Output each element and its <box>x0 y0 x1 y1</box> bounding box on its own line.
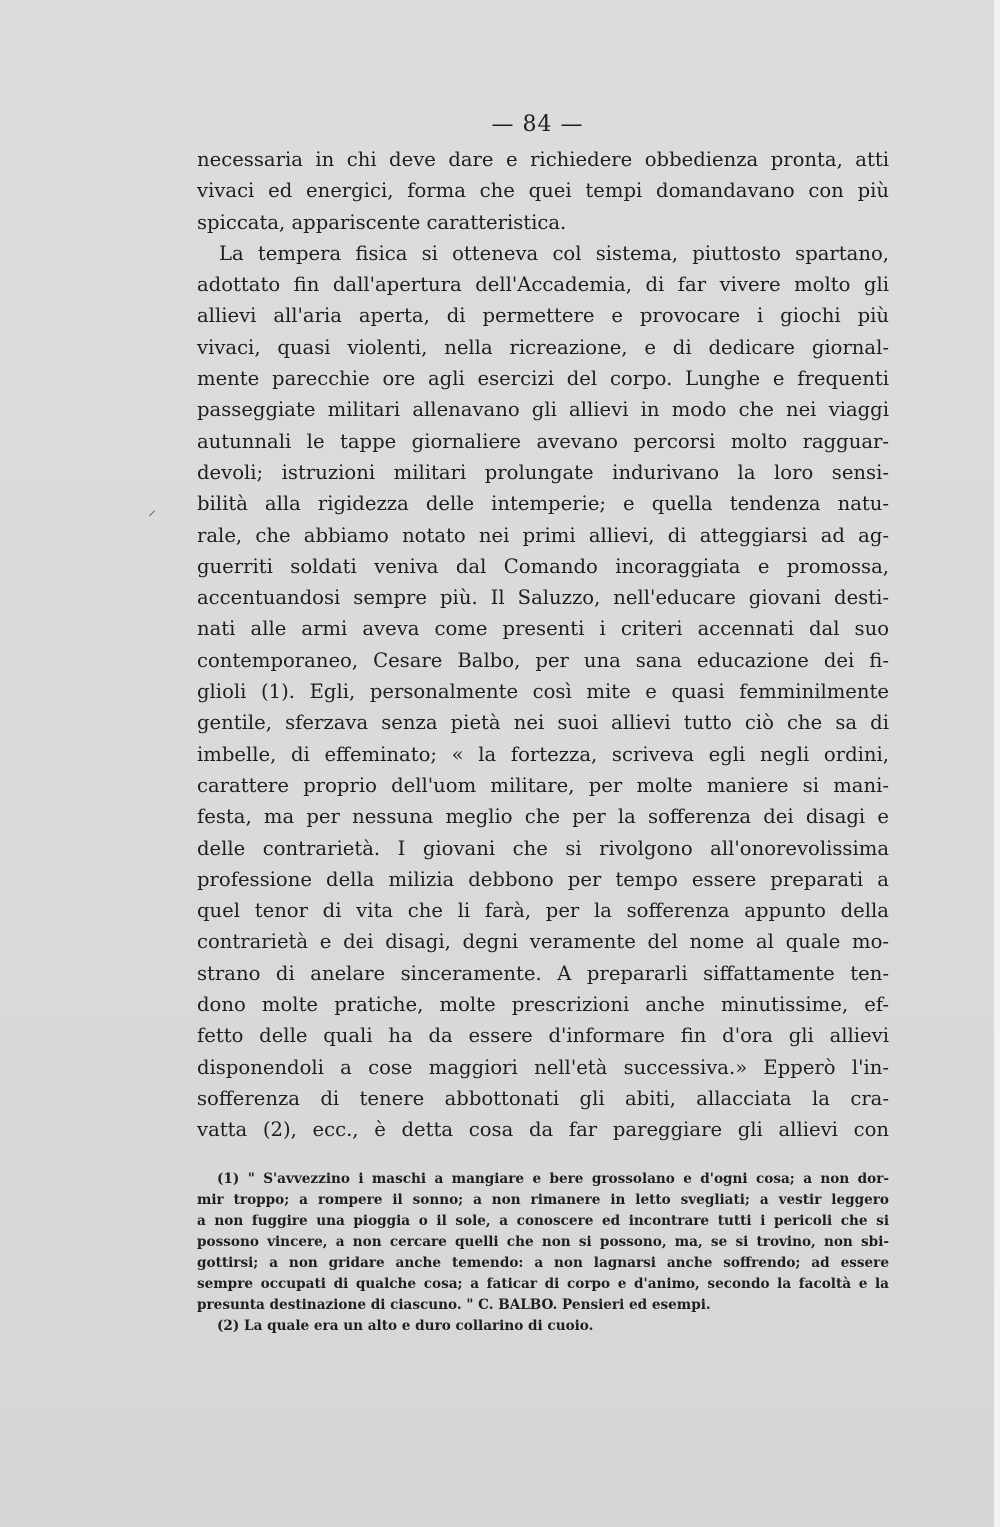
footnote-line: sempre occupati di qualche cosa; a faticar di corpo e d'animo, secondo la facoltà e la <box>197 1276 889 1292</box>
body-line: rale, che abbiamo notato nei primi allievi, di atteggiarsi ad ag- <box>197 523 889 547</box>
body-line: imbelle, di effeminato; « la fortezza, scriveva egli negli ordini, <box>197 742 889 766</box>
footnote-line: mir troppo; a rompere il sonno; a non rimanere in letto svegliati; a vestir leggero <box>197 1192 889 1208</box>
body-line: vatta (2), ecc., è detta cosa da far pareggiare gli allievi con <box>197 1118 889 1142</box>
footnote-line: (2) La quale era un alto e duro collarino di cuoio. <box>217 1318 594 1334</box>
footnote-line: gottirsi; a non gridare anche temendo: a non lagnarsi anche soffrendo; ad essere <box>197 1255 889 1271</box>
body-line: contemporaneo, Cesare Balbo, per una sana educazione dei fi- <box>197 648 889 672</box>
body-line: delle contrarietà. I giovani che si rivolgono all'onorevolissima <box>197 836 889 860</box>
body-line: accentuandosi sempre più. Il Saluzzo, nell'educare giovani desti- <box>197 586 889 610</box>
body-line: festa, ma per nessuna meglio che per la sofferenza dei disagi e <box>197 805 889 829</box>
body-line: glioli (1). Egli, personalmente così mite e quasi femminilmente <box>197 680 889 704</box>
margin-mark: ⸝ <box>148 500 157 519</box>
body-line: allievi all'aria aperta, di permettere e provocare i giochi più <box>197 304 889 328</box>
body-line: contrarietà e dei disagi, degni veramente del nome al quale mo- <box>197 930 889 954</box>
page-number: — 84 — <box>491 112 584 137</box>
body-line: fetto delle quali ha da essere d'informare fin d'ora gli allievi <box>197 1024 889 1048</box>
body-text <box>197 144 889 1146</box>
footnote-line: presunta destinazione di ciascuno. " C. BALBO. Pensieri ed esempi. <box>197 1297 711 1313</box>
body-line: professione della milizia debbono per tempo essere preparati a <box>197 867 889 891</box>
body-line: passeggiate militari allenavano gli allievi in modo che nei viaggi <box>197 398 889 422</box>
page-edge <box>994 0 1000 1527</box>
body-line: carattere proprio dell'uom militare, per molte maniere si mani- <box>197 773 889 797</box>
body-line: La tempera fisica si otteneva col sistema, piuttosto spartano, <box>219 241 889 265</box>
body-line: gentile, sferzava senza pietà nei suoi allievi tutto ciò che sa di <box>197 711 889 735</box>
footnotes <box>197 1169 889 1337</box>
body-line: vivaci, quasi violenti, nella ricreazione, e di dedicare giornal- <box>197 335 889 359</box>
body-line: nati alle armi aveva come presenti i criteri accennati dal suo <box>197 617 889 641</box>
body-line: dono molte pratiche, molte prescrizioni anche minutissime, ef- <box>197 993 889 1017</box>
footnote-line: a non fuggire una pioggia o il sole, a conoscere ed incontrare tutti i pericoli che si <box>197 1213 889 1229</box>
body-line: quel tenor di vita che li farà, per la sofferenza appunto della <box>197 899 889 923</box>
body-line: vivaci ed energici, forma che quei tempi domandavano con più <box>197 179 889 203</box>
body-line: adottato fin dall'apertura dell'Accademia, di far vivere molto gli <box>197 273 889 297</box>
body-line: bilità alla rigidezza delle intemperie; e quella tendenza natu- <box>197 492 889 516</box>
body-line: guerriti soldati veniva dal Comando incoraggiata e promossa, <box>197 554 889 578</box>
footnote-line: possono vincere, a non cercare quelli che non si possono, ma, se si trovino, non sbi- <box>197 1234 889 1250</box>
body-line: spiccata, appariscente caratteristica. <box>197 210 567 234</box>
body-line: necessaria in chi deve dare e richiedere obbedienza pronta, atti <box>197 148 889 171</box>
body-line: autunnali le tappe giornaliere avevano percorsi molto ragguar- <box>197 429 889 453</box>
body-line: devoli; istruzioni militari prolungate indurivano la loro sensi- <box>197 460 889 484</box>
body-line: mente parecchie ore agli esercizi del corpo. Lunghe e frequenti <box>197 367 889 391</box>
body-line: sofferenza di tenere abbottonati gli abiti, allacciata la cra- <box>197 1086 889 1110</box>
footnote-line: (1) " S'avvezzino i maschi a mangiare e bere grossolano e d'ogni cosa; a non dor- <box>217 1171 889 1187</box>
body-line: disponendoli a cose maggiori nell'età successiva.» Epperò l'in- <box>197 1055 889 1079</box>
body-line: strano di anelare sinceramente. A prepararli siffattamente ten- <box>197 961 889 985</box>
